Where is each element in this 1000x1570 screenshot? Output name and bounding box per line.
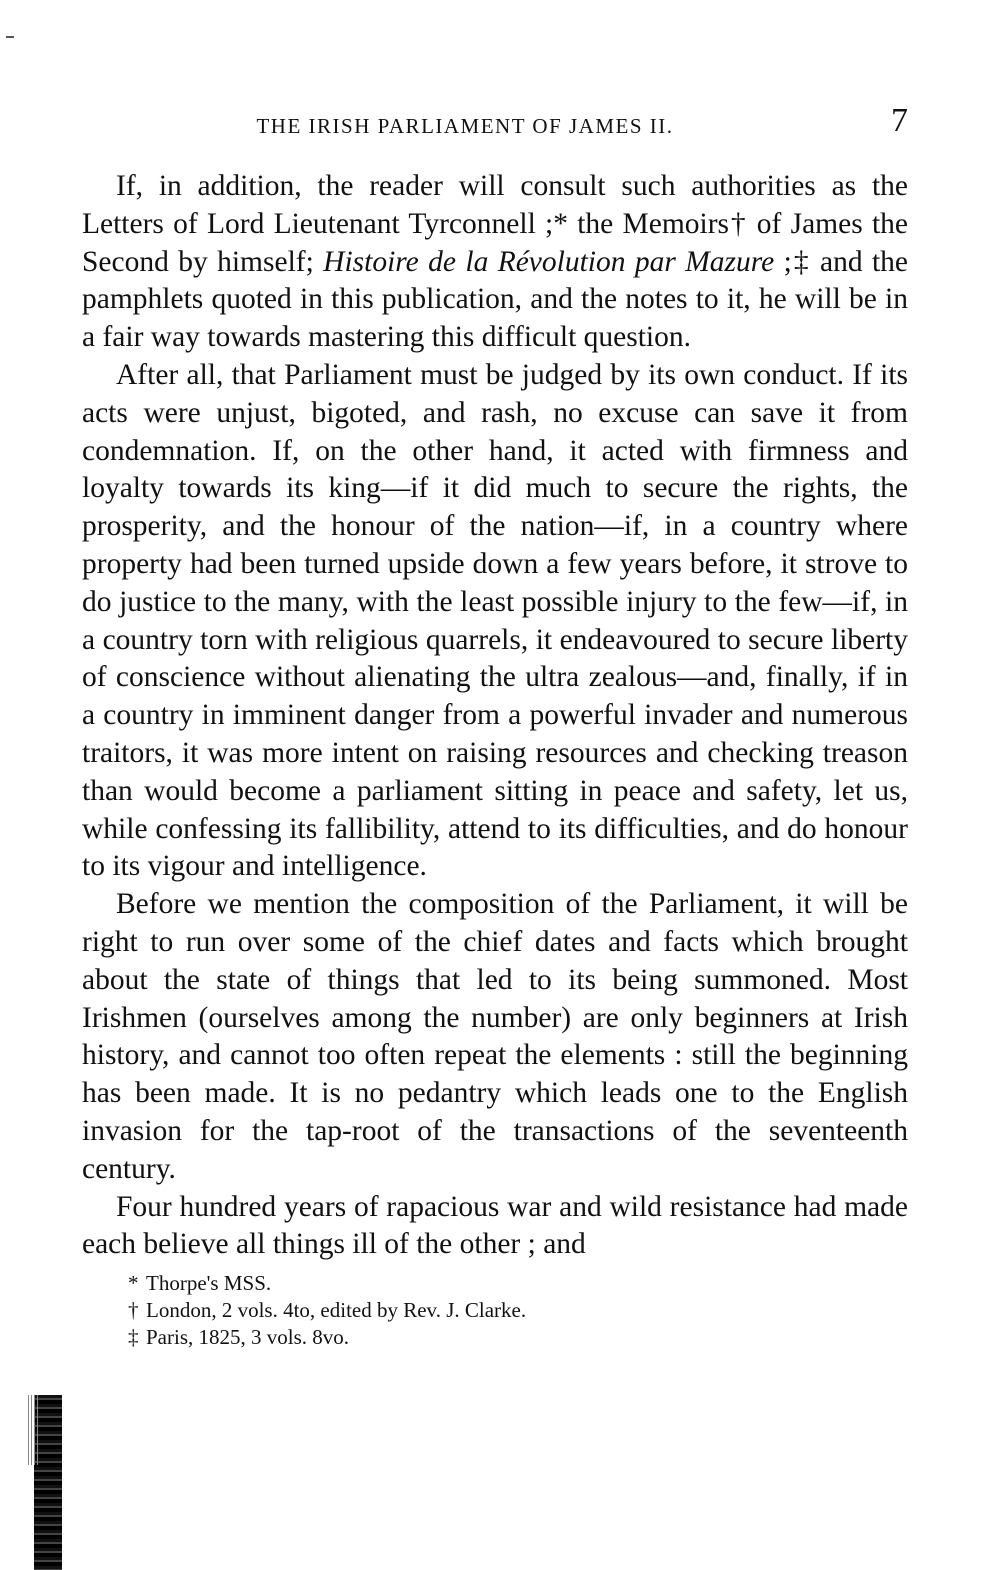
paragraph-4 <box>82 1189 908 1265</box>
paragraph-1-segment-3: ;‡ and the pamphlets quoted in this publication, and the notes to it, he will be in a fair way towards mastering this difficult question. <box>82 245 908 354</box>
scan-artifact-edge <box>34 1395 62 1570</box>
footnote-2 <box>128 1297 908 1324</box>
page-number: 7 <box>891 102 908 139</box>
footnote-mark: † <box>128 1298 139 1323</box>
paragraph-3-text: Before we mention the composition of the Parliament, it will be right to run over some of the chief dates and facts which brought about the state of things that led to its being summoned. Most Irishmen (ourselves among the number) are only beginners at Irish history, and cannot too often repeat the elements : still the beginning has been made. It is no pedantry which leads one to the English invasion for the tap-root of the transactions of the seventeenth century. <box>82 888 908 1185</box>
paragraph-4-text: Four hundred years of rapacious war and wild resistance had made each believe all things ill of the other ; and <box>82 1190 908 1261</box>
footnote-text: Paris, 1825, 3 vols. 8vo. <box>146 1325 350 1350</box>
scan-artifact-dash <box>6 36 14 38</box>
paragraph-1-segment-1: If, in addition, the reader will consult such authorities as the Letters of Lord Lieutenant Tyrconnell ;* the Memoirs† of James the Second by himself; <box>82 170 908 278</box>
book-page <box>82 100 908 1351</box>
page-header <box>82 100 908 140</box>
paragraph-1-title-italic: Histoire de la Révolution par Mazure <box>323 245 775 278</box>
footnote-1 <box>128 1270 908 1297</box>
footnote-text: Thorpe's MSS. <box>146 1271 272 1296</box>
footnotes <box>128 1270 908 1351</box>
paragraph-3 <box>82 886 908 1188</box>
running-title: THE IRISH PARLIAMENT OF JAMES II. <box>256 114 674 138</box>
paragraph-1 <box>82 168 908 357</box>
footnote-text: London, 2 vols. 4to, edited by Rev. J. Clarke. <box>146 1298 527 1323</box>
body-text <box>82 168 908 1264</box>
footnote-mark: * <box>128 1271 139 1296</box>
footnote-3 <box>128 1324 908 1351</box>
paragraph-2 <box>82 357 908 886</box>
footnote-mark: ‡ <box>128 1325 139 1350</box>
paragraph-2-text: After all, that Parliament must be judged by its own conduct. If its acts were unjust, bigoted, and rash, no excuse can save it from condemnation. If, on the other hand, it acted with firmness and loyalty towards its king—if it did much to secure the rights, the prosperity, and the honour of the nation—if, in a country where property had been turned upside down a few years before, it strove to do justice to the many, with the least possible injury to the few—if, in a country torn with religious quarrels, it endeavoured to secure liberty of conscience without alienating the ultra zealous—and, finally, if in a country in imminent danger from a powerful invader and numerous traitors, it was more intent on raising resources and checking treason than would become a parliament sitting in peace and safety, let us, while confessing its fallibility, attend to its difficulties, and do honour to its vigour and intelligence. <box>82 358 908 883</box>
